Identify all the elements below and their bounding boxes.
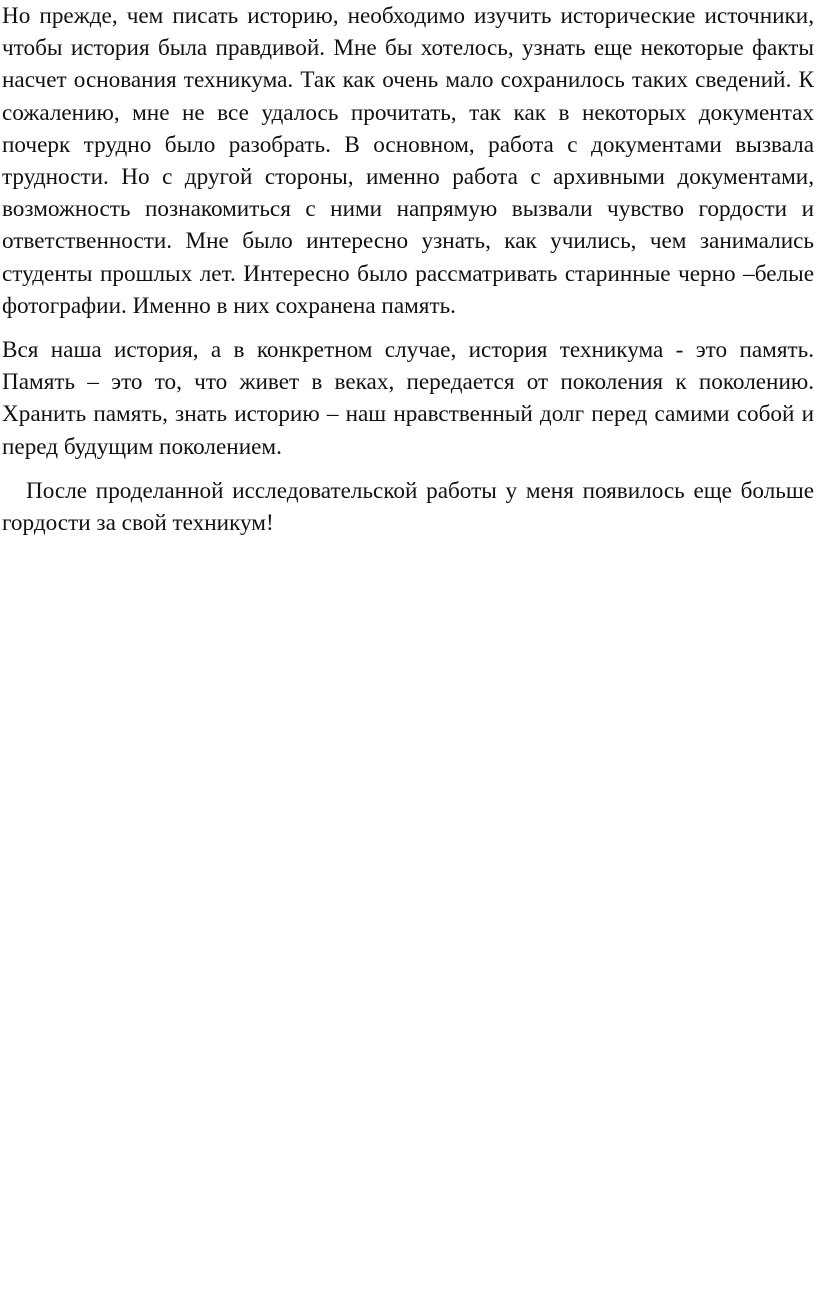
paragraph-memory: Вся наша история, а в конкретном случае, история техникума - это память. Память – это то, что живет в веках, передается от поколения к поколению. Хранить память, знать историю – наш нравственный долг перед самими собой и перед будущим поколением. <box>2 337 814 460</box>
paragraph-sources: Но прежде, чем писать историю, необходимо изучить исторические источники, чтобы история была правдивой. Мне бы хотелось, узнать еще некоторые факты насчет основания техникума. Так как очень мало сохранилось таких сведений. К сожалению, мне не все удалось прочитать, так как в некоторых документах почерк трудно было разобрать. В основном, работа с документами вызвала трудности. Но с другой стороны, именно работа с архивными документами, возможность познакомиться с ними напрямую вызвали чувство гордости и ответственности. Мне было интересно узнать, как учились, чем занимались студенты прошлых лет. Интересно было рассматривать старинные черно –белые фотографии. Именно в них сохранена память. <box>2 3 814 319</box>
paragraph-conclusion: После проделанной исследовательской работы у меня появилось еще больше гордости за свой техникум! <box>2 477 814 537</box>
document-page <box>2 0 814 1307</box>
